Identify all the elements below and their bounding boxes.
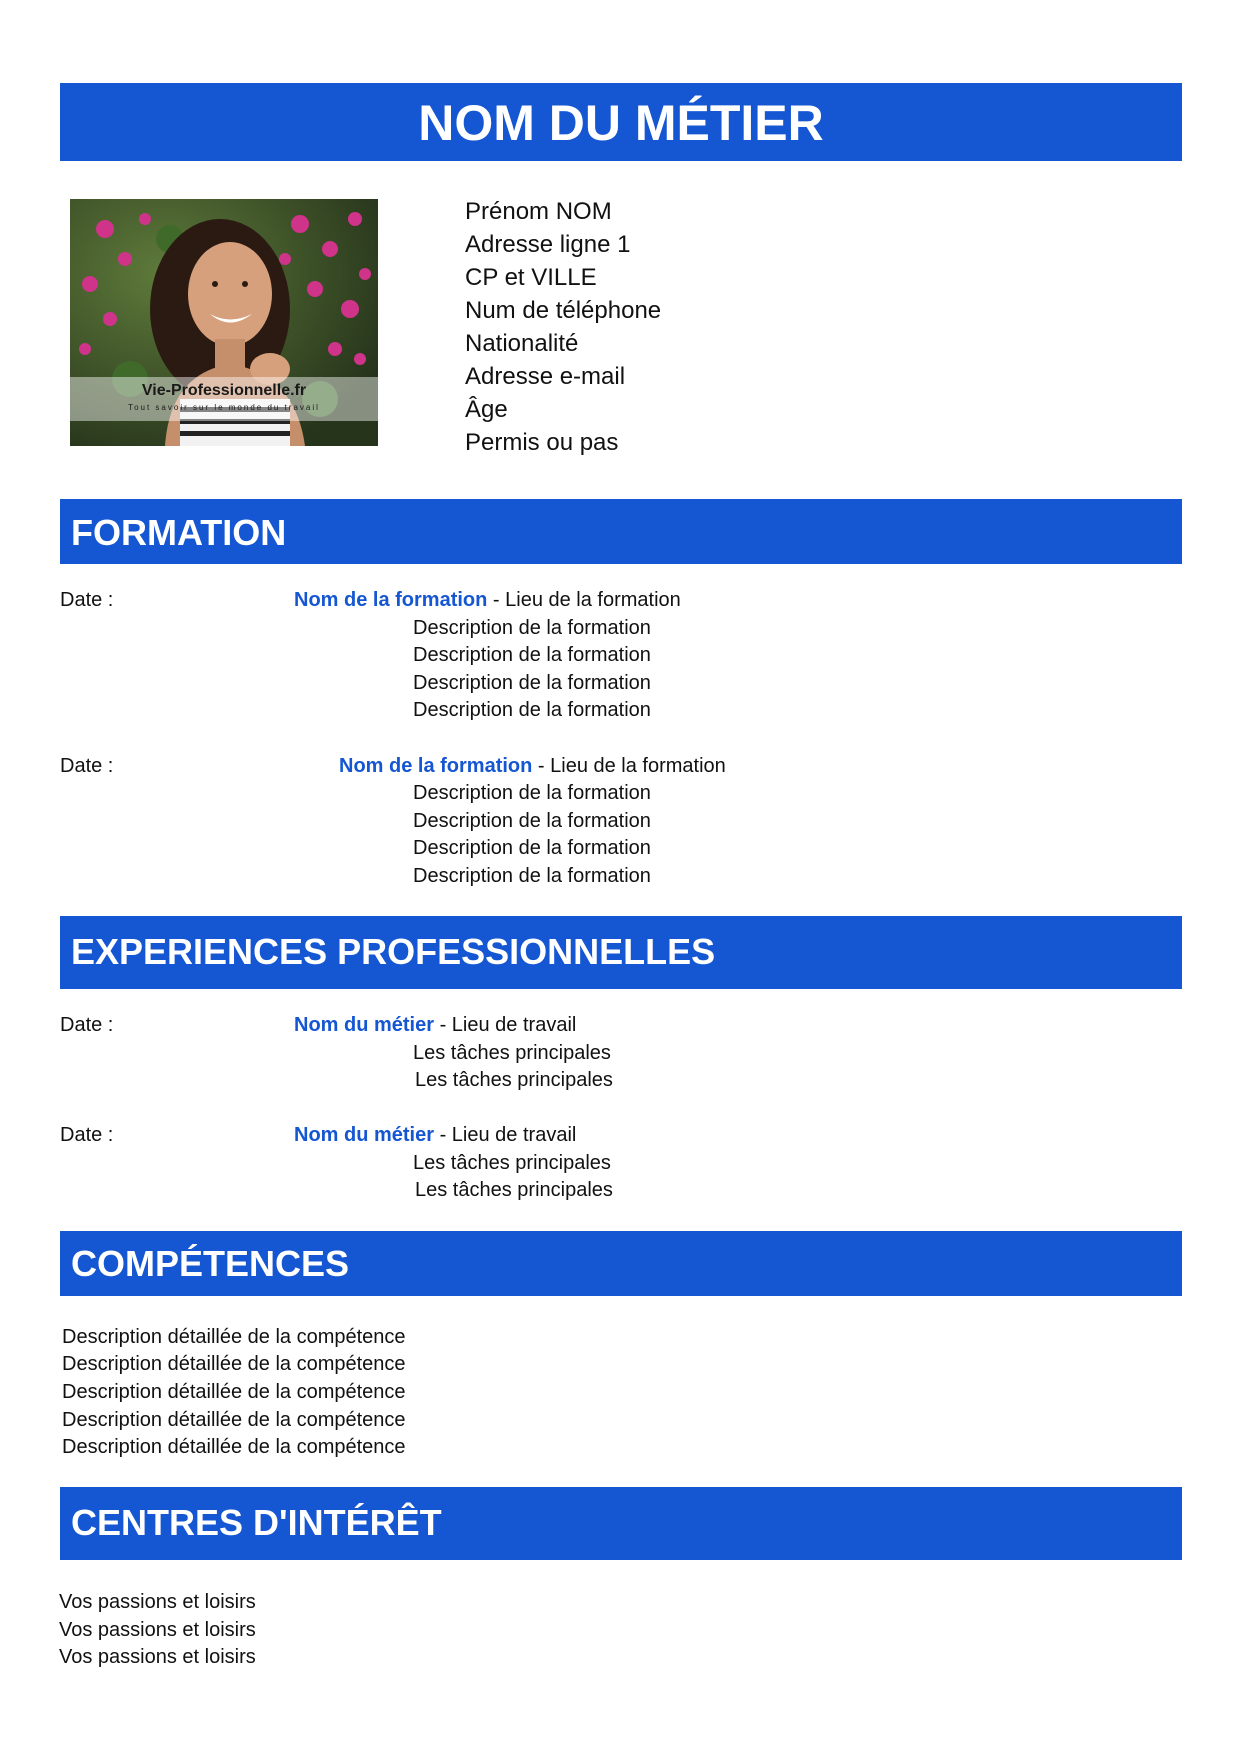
contact-city: CP et VILLE: [465, 264, 597, 291]
contact-name: Prénom NOM: [465, 198, 612, 225]
formation-description: Description de la formation: [413, 865, 651, 887]
job-name: Nom du métier: [294, 1124, 435, 1146]
formation-description: Description de la formation: [413, 837, 651, 859]
job-place: - Lieu de travail: [439, 1014, 577, 1036]
interet-item: Vos passions et loisirs: [59, 1646, 256, 1668]
job-place: - Lieu de travail: [439, 1124, 577, 1146]
job-title: NOM DU MÉTIER: [418, 95, 824, 151]
experiences-section-header: [60, 916, 1182, 989]
contact-phone: Num de téléphone: [465, 297, 662, 324]
job-task: Les tâches principales: [415, 1069, 613, 1091]
formation-description: Description de la formation: [413, 782, 651, 804]
contact-age: Âge: [465, 396, 508, 423]
contact-address: Adresse ligne 1: [465, 231, 631, 258]
formation-description: Description de la formation: [413, 672, 651, 694]
formation-description: Description de la formation: [413, 644, 651, 666]
formation-name: Nom de la formation: [339, 755, 533, 777]
competences-heading: COMPÉTENCES: [71, 1243, 350, 1284]
formation-place: - Lieu de la formation: [492, 589, 681, 611]
profile-photo: [70, 199, 378, 446]
interets-heading: CENTRES D'INTÉRÊT: [71, 1502, 442, 1543]
job-task: Les tâches principales: [415, 1179, 613, 1201]
competence-item: Description détaillée de la compétence: [62, 1381, 406, 1403]
interet-item: Vos passions et loisirs: [59, 1591, 256, 1613]
contact-email: Adresse e-mail: [465, 363, 626, 390]
date-label: Date :: [60, 1124, 114, 1146]
job-task: Les tâches principales: [413, 1042, 611, 1064]
formation-name: Nom de la formation: [294, 589, 488, 611]
watermark-tagline: Tout savoir sur le monde du travail: [128, 403, 320, 412]
date-label: Date :: [60, 589, 114, 611]
contact-nationality: Nationalité: [465, 330, 579, 357]
date-label: Date :: [60, 755, 114, 777]
formation-description: Description de la formation: [413, 617, 651, 639]
competence-item: Description détaillée de la compétence: [62, 1326, 406, 1348]
job-title-banner: [60, 83, 1182, 161]
formation-heading: FORMATION: [71, 512, 287, 553]
contact-license: Permis ou pas: [465, 429, 619, 456]
interets-section-header: [60, 1487, 1182, 1560]
formation-section-header: [60, 499, 1182, 564]
competences-section-header: [60, 1231, 1182, 1296]
competence-item: Description détaillée de la compétence: [62, 1409, 406, 1431]
formation-description: Description de la formation: [413, 810, 651, 832]
date-label: Date :: [60, 1014, 114, 1036]
experiences-heading: EXPERIENCES PROFESSIONNELLES: [71, 931, 716, 972]
profile-photo-image: [70, 199, 378, 446]
watermark-brand: Vie-Professionnelle.fr: [141, 382, 307, 399]
job-name: Nom du métier: [294, 1014, 435, 1036]
formation-place: - Lieu de la formation: [537, 755, 726, 777]
competence-item: Description détaillée de la compétence: [62, 1353, 406, 1375]
job-task: Les tâches principales: [413, 1152, 611, 1174]
competence-item: Description détaillée de la compétence: [62, 1436, 406, 1458]
formation-description: Description de la formation: [413, 699, 651, 721]
interet-item: Vos passions et loisirs: [59, 1619, 256, 1641]
